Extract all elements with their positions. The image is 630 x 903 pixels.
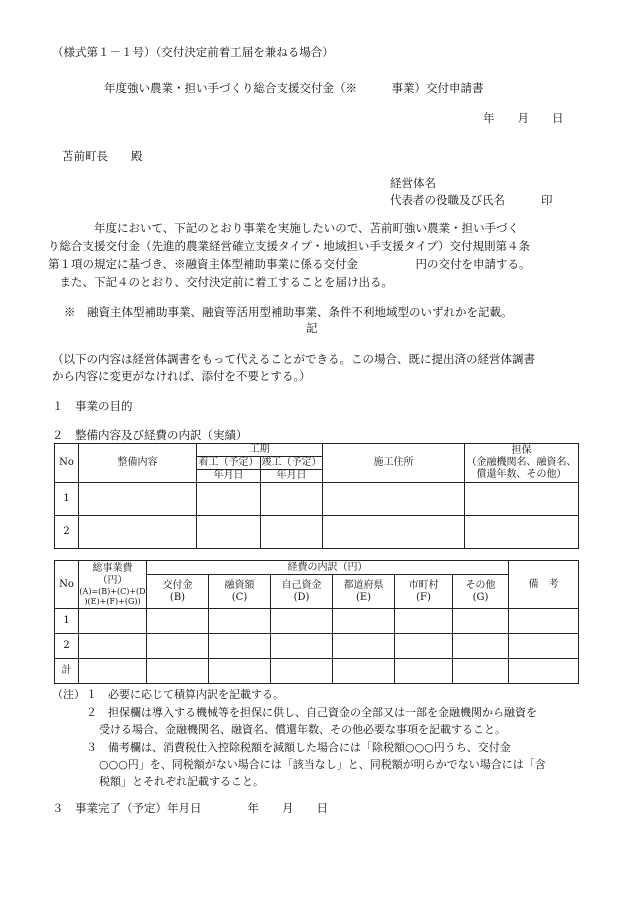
paragraph-line: また、下記４のとおり、交付決定前に着工することを届け出る。 — [48, 275, 393, 289]
remarks-cell[interactable] — [509, 659, 579, 684]
municipality-cell[interactable] — [395, 634, 453, 659]
col-breakdown: 経費の内訳（円） — [147, 561, 509, 575]
collateral-title: 担保 — [511, 445, 532, 456]
own-funds-cell[interactable] — [271, 634, 333, 659]
col-content: 整備内容 — [79, 444, 197, 483]
total-title: 総事業費 — [92, 562, 133, 574]
remarks-cell[interactable] — [509, 634, 579, 659]
paragraph-line: 第１項の規定に基づき、※融資主体型補助事業に係る交付金 円の交付を申請する。 — [48, 257, 531, 271]
substitute-line-1: （以下の内容は経営体調書をもって代えることができる。この場合、既に提出済の経営体調書 — [52, 352, 535, 366]
other-cell[interactable] — [453, 609, 509, 634]
municipality-cell[interactable] — [395, 659, 453, 684]
col-other-label: その他 — [465, 579, 496, 591]
grant-cell[interactable] — [147, 659, 209, 684]
row-total-label: 計 — [55, 659, 79, 684]
col-site: 施工住所 — [323, 444, 465, 483]
prefecture-cell[interactable] — [333, 659, 395, 684]
col-grant-code: (B) — [169, 591, 186, 603]
ki-heading: 記 — [306, 321, 318, 335]
table-row — [55, 516, 579, 549]
col-collateral — [465, 444, 579, 483]
col-period: 工期 — [197, 444, 323, 457]
form-number: （様式第１－１号）（交付決定前着工届を兼ねる場合） — [52, 45, 334, 59]
col-start: 着工（予定） — [198, 457, 259, 468]
col-prefecture — [333, 575, 395, 609]
notes-label: （注） — [52, 688, 85, 701]
total-unit: （円） — [97, 574, 128, 586]
start-cell[interactable] — [197, 516, 261, 549]
col-own-funds — [271, 575, 333, 609]
row-number: 1 — [55, 609, 79, 634]
row-number: 2 — [55, 634, 79, 659]
col-prefecture-code: (E) — [355, 591, 372, 603]
total-cell[interactable] — [79, 659, 147, 684]
paragraph-line: 年度において、下記のとおり事業を実施したいので、苫前町強い農業・担い手づく — [48, 221, 520, 235]
col-total — [79, 561, 147, 609]
remarks-cell[interactable] — [509, 609, 579, 634]
col-municipality-label: 市町村 — [408, 579, 439, 591]
table-row — [55, 659, 579, 684]
total-cell[interactable] — [79, 634, 147, 659]
municipality-cell[interactable] — [395, 609, 453, 634]
start-cell[interactable] — [197, 483, 261, 516]
own-funds-cell[interactable] — [271, 609, 333, 634]
col-end-ymd: 年月日 — [261, 470, 323, 483]
col-other — [453, 575, 509, 609]
paragraph-line: り総合支援交付金（先進的農業経営確立支援タイプ・地域担い手支援タイプ）交付規則第４条 — [48, 239, 530, 253]
col-grant-label: 交付金 — [162, 579, 193, 591]
collateral-detail-2: 償還年数、その他） — [476, 469, 567, 480]
col-grant — [147, 575, 209, 609]
section-3-completion: ３ 事業完了（予定）年月日 年 月 日 — [52, 801, 328, 815]
representative-label: 代表者の役職及び氏名 — [390, 193, 505, 207]
col-start-ymd: 年月日 — [197, 470, 261, 483]
end-cell[interactable] — [261, 516, 323, 549]
col-municipality-code: (F) — [416, 591, 431, 603]
col-remarks: 備 考 — [509, 561, 579, 609]
substitute-line-2: から内容に変更がなければ、添付を不要とする。） — [52, 369, 311, 383]
col-end: 竣工（予定） — [261, 457, 322, 468]
other-cell[interactable] — [453, 659, 509, 684]
prefecture-cell[interactable] — [333, 634, 395, 659]
col-own-funds-code: (D) — [293, 591, 310, 603]
asterisk-note: ※ 融資主体型補助事業、融資等活用型補助事業、条件不利地域型のいずれかを記載。 — [64, 305, 513, 319]
prefecture-cell[interactable] — [333, 609, 395, 634]
collateral-detail-1: （金融機関名、融資名、 — [466, 457, 577, 468]
col-no: No — [55, 444, 79, 483]
col-loan — [209, 575, 271, 609]
site-cell[interactable] — [323, 516, 465, 549]
expense-table — [54, 560, 579, 684]
grant-cell[interactable] — [147, 634, 209, 659]
row-number: 1 — [55, 483, 79, 516]
col-loan-code: (C) — [231, 591, 248, 603]
total-formula-1: (A)=(B)+(C)+(D — [79, 586, 146, 596]
grant-cell[interactable] — [147, 609, 209, 634]
own-funds-cell[interactable] — [271, 659, 333, 684]
col-own-funds-label: 自己資金 — [281, 579, 322, 591]
collateral-cell[interactable] — [465, 516, 579, 549]
loan-cell[interactable] — [209, 634, 271, 659]
date-line: 年 月 日 — [483, 111, 564, 125]
table-row — [55, 634, 579, 659]
col-loan-label: 融資額 — [224, 579, 255, 591]
col-no: No — [55, 561, 79, 609]
seal-mark: 印 — [541, 193, 553, 207]
section-2-breakdown: ２ 整備内容及び経費の内訳（実績） — [52, 428, 248, 442]
table-row — [55, 483, 579, 516]
end-cell[interactable] — [261, 483, 323, 516]
row-number: 2 — [55, 516, 79, 549]
note-3a: ３ 備考欄は、消費税仕入控除税額を減額した場合には「除税額○○○円うち、交付金 — [86, 741, 511, 754]
total-formula-2: )(E)+(F)+(G)) — [84, 596, 141, 606]
total-cell[interactable] — [79, 609, 147, 634]
note-2b: 受ける場合、金融機関名、融資名、償還年数、その他必要な事項を記載すること。 — [99, 723, 506, 736]
applicant-label: 経営体名 — [390, 176, 436, 190]
document-title: 年度強い農業・担い手づくり総合支援交付金（※ 事業）交付申請書 — [104, 81, 484, 95]
site-cell[interactable] — [323, 483, 465, 516]
other-cell[interactable] — [453, 634, 509, 659]
col-other-code: (G) — [472, 591, 489, 603]
col-prefecture-label: 都道府県 — [343, 579, 384, 591]
addressee: 苫前町長 殿 — [62, 149, 143, 163]
note-1: １ 必要に応じて積算内訳を記載する。 — [86, 688, 284, 701]
note-2a: ２ 担保欄は導入する機械等を担保に供し、自己資金の全部又は一部を金融機関から融資を — [86, 706, 537, 719]
section-1-purpose: １ 事業の目的 — [52, 399, 133, 413]
note-3b: ○○○円」を、同税額がない場合には「該当なし」と、同税額が明らかでない場合には「含 — [99, 758, 546, 771]
content-cell[interactable] — [79, 483, 197, 516]
content-cell[interactable] — [79, 516, 197, 549]
loan-cell[interactable] — [209, 659, 271, 684]
collateral-cell[interactable] — [465, 483, 579, 516]
col-municipality — [395, 575, 453, 609]
table-row — [55, 609, 579, 634]
loan-cell[interactable] — [209, 609, 271, 634]
note-3c: 税額」とそれぞれ記載すること。 — [99, 775, 264, 788]
application-paragraph — [48, 219, 588, 291]
facility-table — [54, 443, 579, 549]
